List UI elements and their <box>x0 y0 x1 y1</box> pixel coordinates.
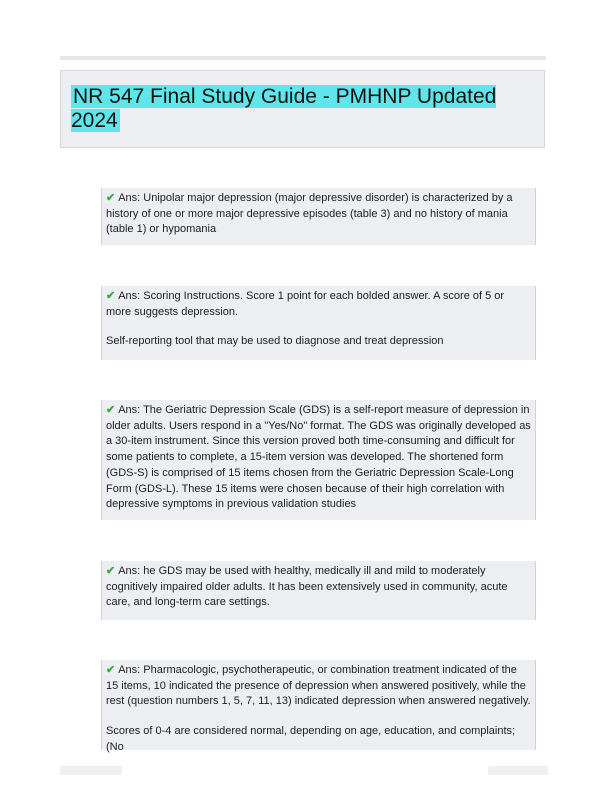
answer-box-2 <box>101 286 536 360</box>
answer-box-3 <box>101 400 536 520</box>
check-icon: ✔ <box>106 565 116 577</box>
answer-paragraph: ✔ Ans: he GDS may be used with healthy, medically ill and mild to moderately cognitively impaired older adults. It has been extensively used in community, acute care, and long-term care settings. <box>106 565 508 609</box>
answer-paragraph: Self-reporting tool that may be used to diagnose and treat depression <box>106 335 444 348</box>
answer-paragraph: ✔ Ans: The Geriatric Depression Scale (GDS) is a self-report measure of depression in older adults. Users respond in a "Yes/No" format. The GDS was originally developed as a 30-item instrument. Since this version proved both time-consuming and difficult for some patients to complete, a 15-item version was developed. The shortened form (GDS-S) is comprised of 15 items chosen from the Geriatric Depression Scale-Long Form (GDS-L). These 15 items were chosen because of their high correlation with depressive symptoms in previous validation studies <box>106 404 531 511</box>
answer-paragraph: Scores of 0-4 are considered normal, depending on age, education, and complaints; (No <box>106 725 516 753</box>
footer-watermark-right <box>488 766 548 775</box>
answer-paragraph: ✔ Ans: Pharmacologic, psychotherapeutic, or combination treatment indicated of the 15 items, 10 indicated the presence of depression when answered positively, while the rest (question numbers 1, 5, 7, 11, 13) indicated depression when answered negatively. <box>106 664 531 708</box>
check-icon: ✔ <box>106 664 116 676</box>
answer-box-4 <box>101 561 536 620</box>
check-icon: ✔ <box>106 192 116 204</box>
answer-box-1 <box>101 188 536 245</box>
check-icon: ✔ <box>106 290 116 302</box>
answer-box-5 <box>101 660 536 753</box>
page-title: NR 547 Final Study Guide - PMHNP Updated 2024 <box>71 85 497 132</box>
top-divider <box>60 56 546 60</box>
check-icon: ✔ <box>106 404 116 416</box>
footer-watermark-left <box>60 766 122 775</box>
answer-paragraph: ✔ Ans: Scoring Instructions. Score 1 point for each bolded answer. A score of 5 or more suggests depression. <box>106 290 505 318</box>
title-box <box>60 70 545 148</box>
answer-paragraph: ✔ Ans: Unipolar major depression (major depressive disorder) is characterized by a history of one or more major depressive episodes (table 3) and no history of mania (table 1) or hypomania <box>106 192 513 236</box>
